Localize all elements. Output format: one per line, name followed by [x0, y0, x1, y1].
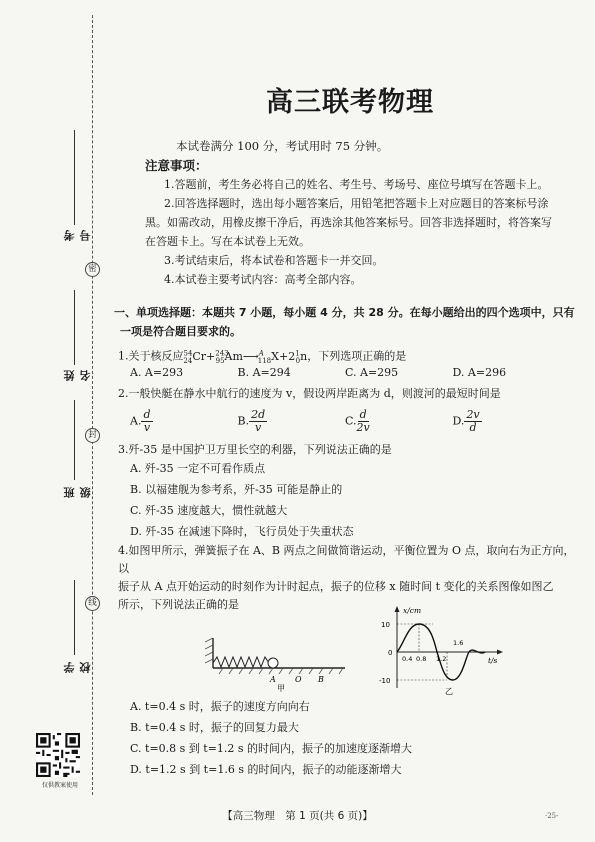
- caption-jia: 甲: [277, 684, 285, 692]
- corner-mark: ·25-: [545, 812, 559, 820]
- label-name: 姓名: [63, 370, 92, 381]
- option-a: A. 歼-35 一定不可看作质点: [130, 462, 266, 475]
- x-tick-1-6: 1.6: [453, 639, 464, 647]
- label-school: 学校: [63, 662, 92, 673]
- denominator: 2v: [356, 421, 370, 434]
- fraction: [357, 409, 370, 434]
- question-2-stem: 2.一般快艇在静水中航行的速度为 v，假设两岸距离为 d，则渡河的最短时间是: [118, 387, 501, 400]
- option-c: C. t=0.8 s 到 t=1.2 s 的时间内，振子的加速度逐渐增大: [130, 742, 413, 755]
- option-d: [453, 409, 561, 434]
- x-axis-label: t/s: [488, 656, 498, 665]
- option-c: C. A=295: [345, 366, 399, 379]
- label-o: O: [295, 675, 302, 684]
- question-2-options: [130, 409, 560, 434]
- question-1-options: [130, 366, 560, 379]
- notice-list: [145, 175, 560, 289]
- field-underline: [74, 580, 75, 655]
- y-tick-10: 10: [381, 621, 390, 629]
- option-letter: C.: [345, 414, 357, 428]
- numerator: 2v: [466, 408, 480, 421]
- option-d: D. A=296: [452, 366, 507, 379]
- field-underline: [74, 130, 75, 225]
- exam-info: 本试卷满分 100 分，考试用时 75 分钟。: [176, 139, 389, 153]
- nuclear-equation: $^{54}_{24}Cr+^{243}_{95}Am⟶^A_{118}X+2^1_0n$: [183, 349, 308, 365]
- figure-spring-oscillator: [205, 630, 365, 692]
- option-d: D. t=1.2 s 到 t=1.6 s 的时间内，振子的动能逐渐增大: [130, 763, 402, 776]
- option-b: [238, 409, 346, 434]
- option-b: B. 以福建舰为参考系，歼-35 可能是静止的: [130, 483, 343, 496]
- figure-xt-graph: [375, 604, 510, 696]
- q4-stem-line: 所示，下列说法正确的是: [118, 598, 239, 611]
- cut-line: [92, 15, 93, 795]
- numerator: d: [359, 408, 367, 421]
- notice-item: 2.回答选择题时，选出每小题答案后，用铅笔把答题卡上对应题目的答案标号涂黑。如需改动，用橡皮擦干净后，再选涂其他答案标号。回答非选择题时，将答案写在答题卡上。写在本试卷上无效。: [145, 197, 552, 248]
- question-4-options: [130, 696, 412, 780]
- q4-stem-line: 振子从 A 点开始运动的时刻作为计时起点，振子的位移 x 随时间 t 变化的关系图像如图乙: [118, 580, 554, 593]
- caption-yi: 乙: [445, 687, 453, 696]
- x-tick-0-4: 0.4: [402, 655, 413, 663]
- page-title: 高三联考物理: [266, 87, 434, 118]
- option-letter: D.: [452, 414, 465, 428]
- notice-item: 3.考试结束后，将本试卷和答题卡一并交回。: [164, 254, 384, 267]
- question-3-stem: 3.歼-35 是中国护卫万里长空的利器，下列说法正确的是: [118, 443, 392, 456]
- option-d: D. 歼-35 在减速下降时，飞行员处于失重状态: [130, 525, 354, 538]
- seal-xian: 线: [85, 596, 100, 611]
- fraction: [249, 409, 267, 434]
- x-tick-1-2: 1.2: [436, 655, 447, 663]
- fraction: [141, 409, 152, 434]
- label-class: 班级: [63, 487, 92, 498]
- option-c: [345, 409, 453, 434]
- option-c: C. 歼-35 速度越大，惯性就越大: [130, 504, 288, 517]
- label-b: B: [318, 675, 324, 684]
- denominator: v: [143, 421, 151, 434]
- option-a: [130, 409, 238, 434]
- denominator: v: [255, 421, 262, 434]
- label-a: A: [270, 675, 276, 684]
- option-a: A. A=293: [130, 366, 184, 379]
- notice-item: 1.答题前，考生务必将自己的姓名、考生号、考场号、座位号填写在答题卡上。: [164, 178, 549, 191]
- label-exam-number: 考号: [63, 230, 92, 241]
- x-tick-0-8: 0.8: [416, 655, 427, 663]
- option-b: B. A=294: [237, 366, 291, 379]
- numerator: 2d: [251, 408, 266, 421]
- section-heading: 一、单项选择题：本题共 7 小题，每小题 4 分，共 28 分。在每小题给出的四个选项中，只有一项是符合题目要求的。: [114, 306, 575, 338]
- qr-code-icon: [36, 733, 80, 777]
- option-letter: B.: [237, 414, 250, 428]
- seal-mi: 密: [85, 262, 100, 277]
- field-underline: [74, 290, 75, 365]
- denominator: d: [469, 421, 477, 434]
- option-letter: A.: [130, 414, 142, 428]
- q1-stem-post: ，下列选项正确的是: [307, 349, 407, 363]
- page-footer: 【高三物理 第 1 页(共 6 页)】: [222, 810, 373, 822]
- y-tick-neg10: -10: [379, 677, 391, 685]
- y-axis-label: x/cm: [403, 606, 422, 615]
- notice-heading: 注意事项：: [145, 158, 208, 173]
- notice-item: 4.本试卷主要考试内容：高考全部内容。: [164, 273, 362, 286]
- binding-margin: [0, 0, 100, 842]
- y-tick-0: 0: [388, 649, 393, 657]
- fraction: [464, 409, 481, 434]
- qr-caption: 仅供教案使用: [41, 782, 78, 789]
- seal-feng: 封: [85, 428, 100, 443]
- q1-stem-pre: 1.关于核反应: [118, 349, 184, 363]
- field-underline: [74, 400, 75, 480]
- question-3-options: [130, 458, 354, 542]
- option-b: B. t=0.4 s 时，振子的回复力最大: [130, 721, 299, 734]
- q4-stem-line: 4.如图甲所示，弹簧振子在 A、B 两点之间做简谐运动，平衡位置为 O 点，取向右为正方向，以: [118, 544, 575, 575]
- numerator: d: [143, 408, 151, 421]
- option-a: A. t=0.4 s 时，振子的速度方向向右: [130, 700, 310, 713]
